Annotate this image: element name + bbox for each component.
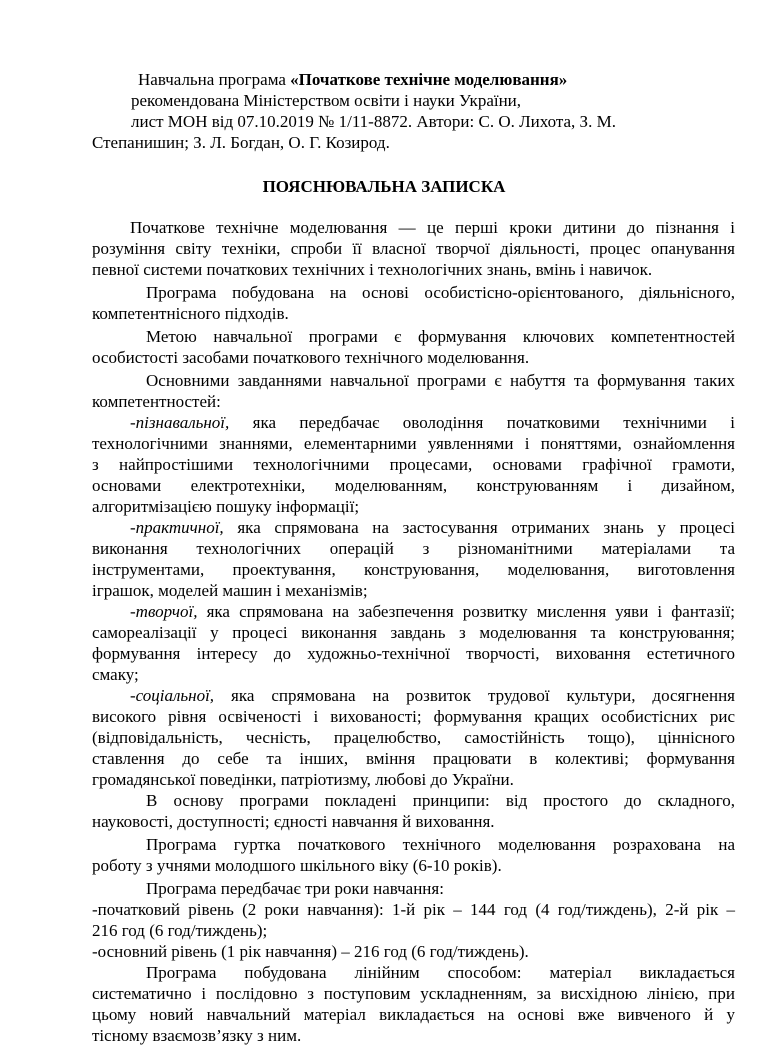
p2-line-1: Програма побудована на основі особистісно-орієнтованого, діяльнісного, xyxy=(146,283,735,302)
c4-term: -соціальної, xyxy=(130,686,215,705)
c1-line-3: з найпростішими технологічними процесами, основами графічної грамоти, xyxy=(92,455,735,474)
p7-line-2: -початковий рівень (2 роки навчання): 1-й рік – 144 год (4 год/тиждень), 2-й рік – xyxy=(92,900,735,919)
p7-line-3: 216 год (6 год/тиждень); xyxy=(92,921,268,940)
p8-line-4: тісному взаємозв’язку з ним. xyxy=(92,1026,302,1045)
p6-line-2: роботу з учнями молодшого шкільного віку (6-10 років). xyxy=(92,856,502,875)
c2-line-3: інструментами, проектування, конструювання, моделювання, виготовлення xyxy=(92,560,735,579)
c3-line-2: самореалізації у процесі виконання завдань з моделювання та конструювання; xyxy=(92,623,735,642)
c2-line-2: виконання технологічних операцій з різноманітними матеріалами та xyxy=(92,539,735,558)
header-line-3: лист МОН від 07.10.2019 № 1/11-8872. Автори: С. О. Лихота, З. М. xyxy=(131,112,616,131)
c1-line-1: -пізнавальної, яка передбачає оволодіння початковими технічними і xyxy=(130,413,735,432)
p8-line-3: цьому новий навчальний матеріал викладається на основі вже вивченого й у xyxy=(92,1005,735,1024)
c1-line-5: алгоритмізацією пошуку інформації; xyxy=(92,497,360,516)
c4-line-5: громадянської поведінки, патріотизму, любові до України. xyxy=(92,770,514,789)
c1-line-4: основами електротехніки, моделюванням, конструюванням і дизайном, xyxy=(92,476,735,495)
c1-line-2: технологічними знаннями, елементарними уявленнями і поняттями, ознайомлення xyxy=(92,434,735,453)
p7-line-4: -основний рівень (1 рік навчання) – 216 год (6 год/тиждень). xyxy=(92,942,529,961)
p2-line-2: компетентнісного підходів. xyxy=(92,304,289,323)
section-title: ПОЯСНЮВАЛЬНА ЗАПИСКА xyxy=(262,177,506,196)
p5-line-2: науковості, доступності; єдності навчання й виховання. xyxy=(92,812,495,831)
c4-line-1: -соціальної, яка спрямована на розвиток трудової культури, досягнення xyxy=(130,686,735,705)
c4-line-4: ставлення до себе та інших, вміння працювати в колективі; формування xyxy=(92,749,735,768)
p1-line-1: Початкове технічне моделювання — це перші кроки дитини до пізнання і xyxy=(130,218,735,237)
p8-line-2: систематично і послідовно з поступовим ускладненням, за висхідною лінією, при xyxy=(92,984,735,1003)
header-line-2: рекомендована Міністерством освіти і науки України, xyxy=(131,91,522,110)
c3-term: -творчої, xyxy=(130,602,198,621)
header-line-4: Степанишин; З. Л. Богдан, О. Г. Козирод. xyxy=(92,133,390,152)
p4-line-2: компетентностей: xyxy=(92,392,221,411)
c4-line-3: (відповідальність, чесність, працелюбство, самостійність тощо), ціннісного xyxy=(92,728,735,747)
p1-line-2: розуміння світу техніки, спроби її власної творчої діяльності, процес опанування xyxy=(92,239,735,258)
c2-line-1: -практичної, яка спрямована на застосування отриманих знань у процесі xyxy=(130,518,735,537)
p3-line-1: Метою навчальної програми є формування ключових компетентностей xyxy=(146,327,735,346)
c2-term: -практичної, xyxy=(130,518,224,537)
c1-term: -пізнавальної, xyxy=(130,413,230,432)
c4-line-2: високого рівня освіченості і вихованості; формування кращих особистісних рис xyxy=(92,707,735,726)
p6-line-1: Програма гуртка початкового технічного моделювання розрахована на xyxy=(146,835,735,854)
c3-line-4: смаку; xyxy=(92,665,139,684)
p7-line-1: Програма передбачає три роки навчання: xyxy=(146,879,444,898)
header-line-1 xyxy=(138,69,567,90)
p1-line-3: певної системи початкових технічних і технологічних знань, вмінь і навичок. xyxy=(92,260,653,279)
header-prefix: Навчальна програма xyxy=(138,70,291,89)
c3-line-3: формування інтересу до художньо-технічної творчості, виховання естетичного xyxy=(92,644,735,663)
p8-line-1: Програма побудована лінійним способом: матеріал викладається xyxy=(146,963,735,982)
c2-line-4: іграшок, моделей машин і механізмів; xyxy=(92,581,368,600)
c3-line-1: -творчої, яка спрямована на забезпечення розвитку мислення уяви і фантазії; xyxy=(130,602,735,621)
p3-line-2: особистості засобами початкового технічного моделювання. xyxy=(92,348,530,367)
program-title: «Початкове технічне моделювання» xyxy=(290,70,568,89)
p4-line-1: Основними завданнями навчальної програми є набуття та формування таких xyxy=(146,371,735,390)
p5-line-1: В основу програми покладені принципи: від простого до складного, xyxy=(146,791,735,810)
